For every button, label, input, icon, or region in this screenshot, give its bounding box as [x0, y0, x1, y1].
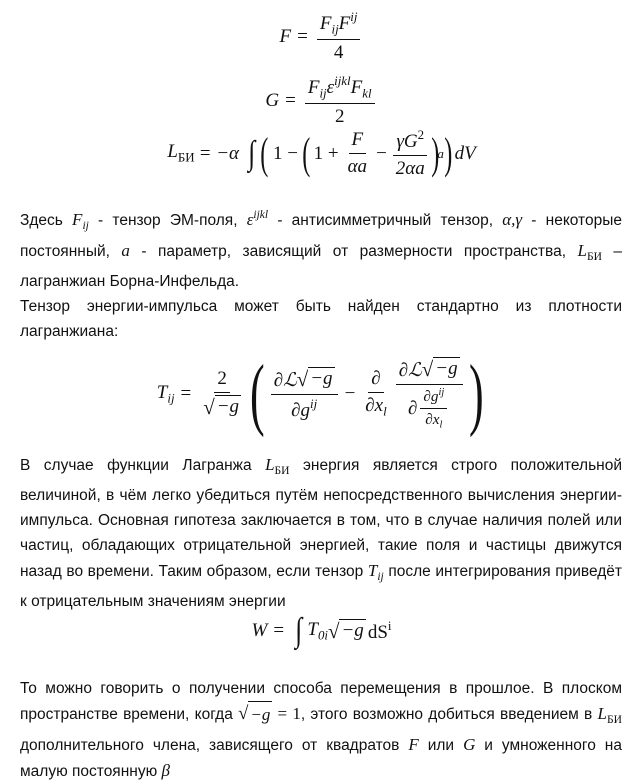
eq1-equals: = [297, 25, 308, 47]
eq1-lhs: F [279, 25, 292, 47]
eq3-exponent: a [437, 145, 444, 161]
eq4-derivative-x: $\frac{\partial}{\partial x_l}$ [365, 368, 387, 419]
eq3-minus: − [376, 142, 387, 164]
eq5-lhs: W [251, 620, 268, 641]
eq2-fraction: $\frac{F_{ij}\varepsilon^{ijkl}F_{kl}}{2}$ [305, 74, 375, 128]
eq5-T: $T_{0i}$ [307, 618, 329, 643]
eq3-dV: dV [454, 142, 476, 164]
paragraph-time-travel: То можно говорить о получении способа перемещения в прошлое. В плоском пространстве времени, когда √ −g = 1, этого возможно добиться введением в $L_{БИ}$ дополнительного члена, зависящего от квадратов F или G и умноженного на малую постоянную β [20, 680, 622, 781]
eq5-equals: = [273, 620, 285, 641]
eq3-paren-close-outer: ) [444, 129, 453, 179]
equation-F [0, 10, 643, 64]
eq4-derivative-1: ∂ℒ √ −g $\partial g^{ij}$ [271, 367, 338, 421]
eq3-fraction-F: $\frac{F}{\alpha a}$ [347, 129, 368, 178]
paragraph-energy-tensor-intro: Тензор энергии-импульса может быть найден стандартно из плотности лагранжиана: [20, 298, 622, 340]
eq1-fraction: $\frac{F_{ij}F^{ij}}{4}$ [317, 10, 361, 64]
eq3-paren-open-inner: ( [302, 129, 311, 179]
paragraph-hypothesis: В случае функции Лагранжа $L_{БИ}$ энергия является строго положительной величиной, в чём легко убедиться путём непосредственного вычисления энергии-импульса. Основная гипотеза заключается в том, что в случае наличия полей или частиц, обладающих отрицательной энергией, такие поля и частицы движутся назад во времени. Таким образом, если тензор $T_{ij}$ после интегрирования приведёт к отрицательным значениям энергии [20, 455, 622, 611]
eq3-fraction-G: $\frac{\gamma G^2}{2\alpha a}$ [393, 128, 428, 179]
eq5-integral-sign: ∫ [295, 612, 303, 649]
eq4-prefactor: 2 √ −g [203, 368, 240, 419]
eq5-sqrt: √ −g [328, 618, 364, 643]
eq4-paren-close: ) [468, 349, 484, 438]
eq3-equals: = −α [198, 142, 239, 164]
eq4-lhs: $T_{ij}$ [156, 381, 175, 406]
eq4-paren-open: ( [250, 349, 265, 438]
equation-T-ij [0, 349, 643, 438]
equation-W [0, 612, 643, 650]
equation-G [0, 74, 643, 128]
eq2-lhs: G [265, 89, 280, 111]
eq5-dS: $dS^i$ [367, 618, 392, 643]
eq4-equals: = [180, 383, 192, 404]
equation-L-born-infeld [0, 128, 643, 179]
eq4-derivative-2: ∂ℒ √ −g ∂ $\frac{\partial g^{ij}}{\partial x_l}$ [396, 357, 463, 431]
eq3-paren-open-outer: ( [260, 129, 269, 179]
eq3-one-minus: 1 − [272, 142, 298, 164]
paragraph-definitions: Здесь $F_{ij}$ - тензор ЭМ-поля, $\varepsilon^{ijkl}$ - антисимметричный тензор, α,γ - некоторые постоянный, a - параметр, зависящий от размерности пространства, $L_{БИ}$ – лагранжиан Борна-Инфельда. [20, 208, 623, 290]
eq3-lhs: $L_{БИ}$ [167, 141, 195, 165]
integral-sign: ∫ [248, 134, 256, 172]
eq2-equals: = [285, 89, 296, 111]
eq3-one-plus: 1 + [313, 142, 339, 164]
eq4-minus: − [344, 383, 356, 404]
eq3-paren-close-inner: ) [431, 129, 440, 179]
